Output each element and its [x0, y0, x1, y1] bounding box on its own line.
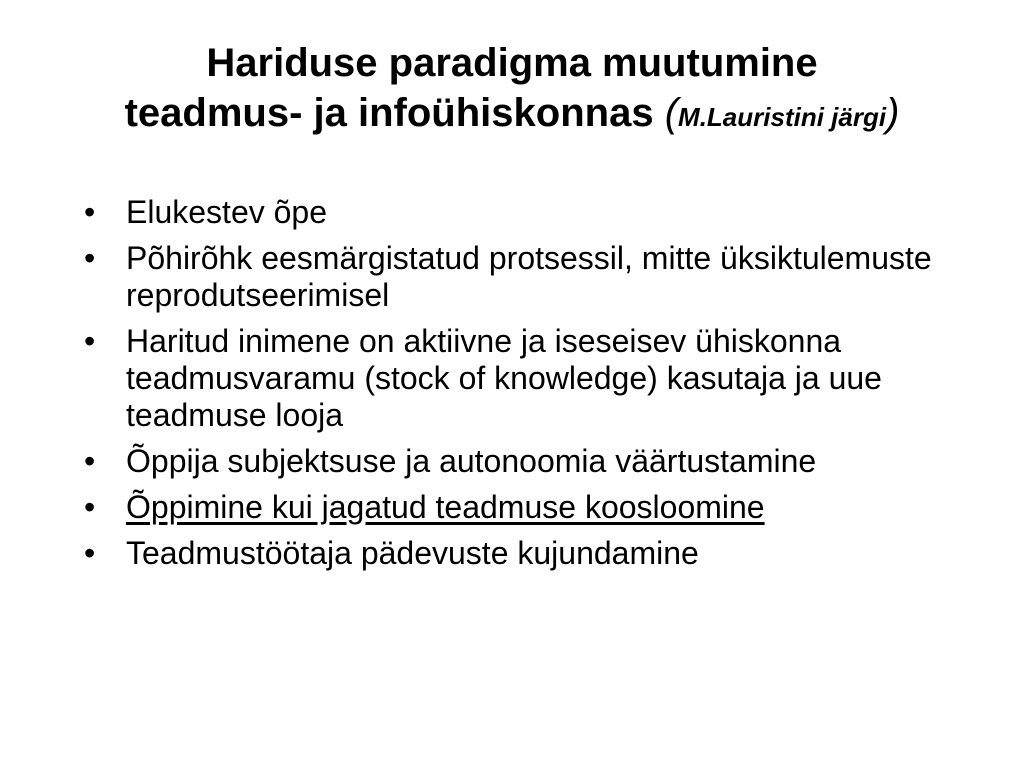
- title-line-2: teadmus- ja infoühiskonnas: [124, 91, 654, 135]
- list-item: [84, 489, 964, 526]
- list-item: [84, 323, 964, 434]
- list-item-text: Elukestev õpe: [126, 194, 328, 230]
- list-item-text: Õppija subjektsuse ja autonoomia väärtustamine: [126, 443, 817, 479]
- title-source: M.Lauristini järgi: [678, 102, 887, 132]
- bullet-icon: •: [84, 323, 96, 359]
- bullet-icon: •: [84, 535, 96, 571]
- bullet-icon: •: [84, 443, 96, 479]
- slide-title: [60, 38, 964, 142]
- bullet-icon: •: [84, 240, 96, 276]
- title-line-1: Hariduse paradigma muutumine: [206, 41, 818, 85]
- list-item: [84, 240, 964, 314]
- list-item-text: Haritud inimene on aktiivne ja iseseisev ühiskonna teadmusvaramu (stock of knowledge) kasutaja ja uue teadmuse looja: [126, 323, 882, 433]
- list-item-text: Põhirõhk eesmärgistatud protsessil, mitte üksiktulemuste reprodutseerimisel: [126, 240, 932, 313]
- list-item: [84, 194, 964, 231]
- bullet-icon: •: [84, 489, 96, 525]
- title-close-paren: ): [886, 91, 900, 135]
- list-item: [84, 443, 964, 480]
- list-item-text: Teadmustöötaja pädevuste kujundamine: [126, 535, 699, 571]
- title-open-paren: (: [664, 91, 679, 135]
- bullet-list: [84, 194, 964, 581]
- list-item: [84, 535, 964, 572]
- bullet-icon: •: [84, 194, 96, 230]
- list-item-text-underlined: Õppimine kui jagatud teadmuse koosloomine: [126, 489, 765, 525]
